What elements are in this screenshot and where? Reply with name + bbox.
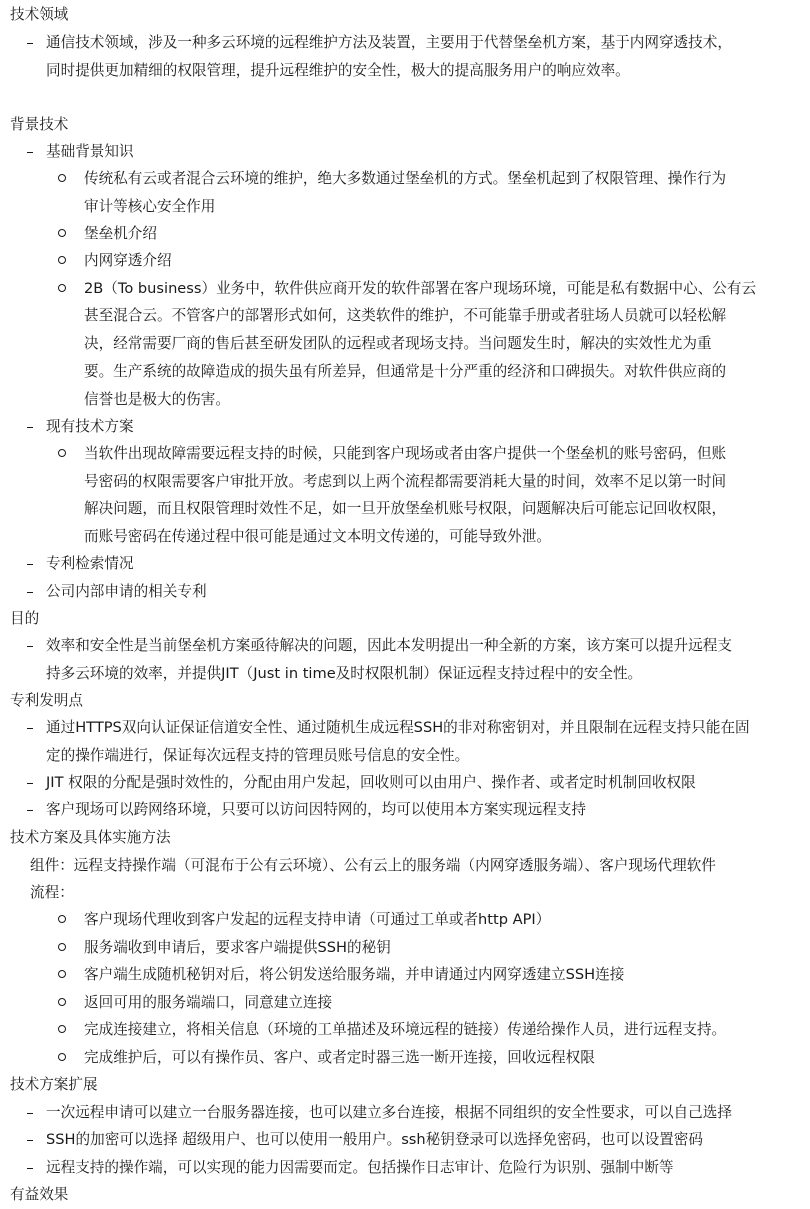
flow-step: 完成维护后，可以有操作员、客户、或者定时器三选一断开连接，回收远程权限 — [84, 1049, 595, 1066]
bg-basic-item: 甚至混合云。不管客户的部署形式如何，这类软件的维护，不可能靠手册或者驻场人员就可以轻松解 — [84, 307, 727, 324]
circle-bullet — [58, 1053, 66, 1061]
dash-bullet — [27, 592, 33, 593]
flow-step: 服务端收到申请后，要求客户端提供SSH的秘钥 — [84, 939, 391, 956]
purpose-text: 持多云环境的效率，并提供JIT（Just in time及时权限机制）保证远程支持过程中的安全性。 — [46, 665, 643, 682]
flow-label: 流程： — [30, 884, 74, 901]
bg-basic-item: 堡垒机介绍 — [84, 225, 157, 242]
flow-step: 返回可用的服务端端口，同意建立连接 — [84, 994, 333, 1011]
dash-bullet — [27, 564, 33, 565]
heading-solution: 技术方案及具体实施方法 — [10, 829, 171, 846]
invention-point: 通过HTTPS双向认证保证信道安全性、通过随机生成远程SSH的非对称密钥对，并且限制在远程支持只能在固 — [46, 719, 750, 736]
circle-bullet — [58, 970, 66, 978]
heading-background: 背景技术 — [10, 116, 69, 133]
dash-bullet — [27, 646, 33, 647]
flow-step: 客户现场代理收到客户发起的远程支持申请（可通过工单或者http API） — [84, 911, 551, 928]
bg-existing-item: 解决问题，而且权限管理时效性不足，如一旦开放堡垒机账号权限，问题解决后可能忘记回收权限， — [84, 500, 727, 517]
circle-bullet — [58, 256, 66, 264]
bg-basic-item: 2B（To business）业务中，软件供应商开发的软件部署在客户现场环境，可能是私有数据中心、公有云 — [84, 280, 757, 297]
bg-basic-item: 传统私有云或者混合云环境的维护，绝大多数通过堡垒机的方式。堡垒机起到了权限管理、操作行为 — [84, 170, 727, 187]
tech-field-text: 同时提供更加精细的权限管理，提升远程维护的安全性，极大的提高服务用户的响应效率。 — [46, 62, 630, 79]
dash-bullet — [27, 1168, 33, 1169]
bg-basic-item: 内网穿透介绍 — [84, 252, 172, 269]
invention-point: JIT 权限的分配是强时效性的，分配由用户发起，回收则可以由用户、操作者、或者定时机制回收权限 — [46, 774, 696, 791]
circle-bullet — [58, 998, 66, 1006]
dash-bullet — [27, 783, 33, 784]
dash-bullet — [27, 810, 33, 811]
bg-basic-item: 决，经常需要厂商的售后甚至研发团队的远程或者现场支持。当问题发生时，解决的实效性尤为重 — [84, 335, 712, 352]
bg-internal-patents: 公司内部申请的相关专利 — [46, 583, 207, 600]
bg-basic-item: 要。生产系统的故障造成的损失虽有所差异，但通常是十分严重的经济和口碑损失。对软件供应商的 — [84, 363, 727, 380]
circle-bullet — [58, 943, 66, 951]
dash-bullet — [27, 1140, 33, 1141]
purpose-text: 效率和安全性是当前堡垒机方案亟待解决的问题，因此本发明提出一种全新的方案，该方案可以提升远程支 — [46, 637, 732, 654]
tech-field-text: 通信技术领域，涉及一种多云环境的远程维护方法及装置，主要用于代替堡垒机方案，基于内网穿透技术， — [46, 34, 732, 51]
heading-invention-points: 专利发明点 — [10, 692, 83, 709]
dash-bullet — [27, 427, 33, 428]
bg-basic-knowledge: 基础背景知识 — [46, 143, 134, 160]
invention-point: 定的操作端进行，保证每次远程支持的管理员账号信息的安全性。 — [46, 747, 470, 764]
extension-item: 一次远程申请可以建立一台服务器连接，也可以建立多台连接，根据不同组织的安全性要求，可以自己选择 — [46, 1104, 732, 1121]
circle-bullet — [58, 284, 66, 292]
flow-step: 客户端生成随机秘钥对后，将公钥发送给服务端，并申请通过内网穿透建立SSH连接 — [84, 966, 625, 983]
heading-purpose: 目的 — [10, 610, 40, 627]
circle-bullet — [58, 174, 66, 182]
circle-bullet — [58, 449, 66, 457]
heading-extension: 技术方案扩展 — [10, 1076, 98, 1093]
circle-bullet — [58, 915, 66, 923]
bg-existing-item: 号密码的权限需要客户审批开放。考虑到以上两个流程都需要消耗大量的时间，效率不足以第一时间 — [84, 473, 727, 490]
bg-existing-solution: 现有技术方案 — [46, 418, 134, 435]
circle-bullet — [58, 229, 66, 237]
bg-existing-item: 而账号密码在传递过程中很可能是通过文本明文传递的，可能导致外泄。 — [84, 528, 552, 545]
dash-bullet — [27, 728, 33, 729]
circle-bullet — [58, 1025, 66, 1033]
bg-basic-item: 审计等核心安全作用 — [84, 198, 216, 215]
bg-basic-item: 信誉也是极大的伤害。 — [84, 391, 230, 408]
bg-patent-search: 专利检索情况 — [46, 555, 134, 572]
flow-step: 完成连接建立，将相关信息（环境的工单描述及环境远程的链接）传递给操作人员，进行远程支持。 — [84, 1021, 727, 1038]
invention-point: 客户现场可以跨网络环境，只要可以访问因特网的，均可以使用本方案实现远程支持 — [46, 801, 586, 818]
heading-tech-field: 技术领域 — [10, 6, 69, 23]
extension-item: SSH的加密可以选择 超级用户、也可以使用一般用户。ssh秘钥登录可以选择免密码，也可以设置密码 — [46, 1131, 703, 1148]
dash-bullet — [27, 43, 33, 44]
extension-item: 远程支持的操作端，可以实现的能力因需要而定。包括操作日志审计、危险行为识别、强制中断等 — [46, 1159, 674, 1176]
heading-benefit: 有益效果 — [10, 1186, 69, 1203]
components-text: 组件：远程支持操作端（可混布于公有云环境）、公有云上的服务端（内网穿透服务端）、客户现场代理软件 — [30, 857, 716, 874]
bg-existing-item: 当软件出现故障需要远程支持的时候，只能到客户现场或者由客户提供一个堡垒机的账号密码，但账 — [84, 445, 727, 462]
dash-bullet — [27, 1113, 33, 1114]
dash-bullet — [27, 152, 33, 153]
